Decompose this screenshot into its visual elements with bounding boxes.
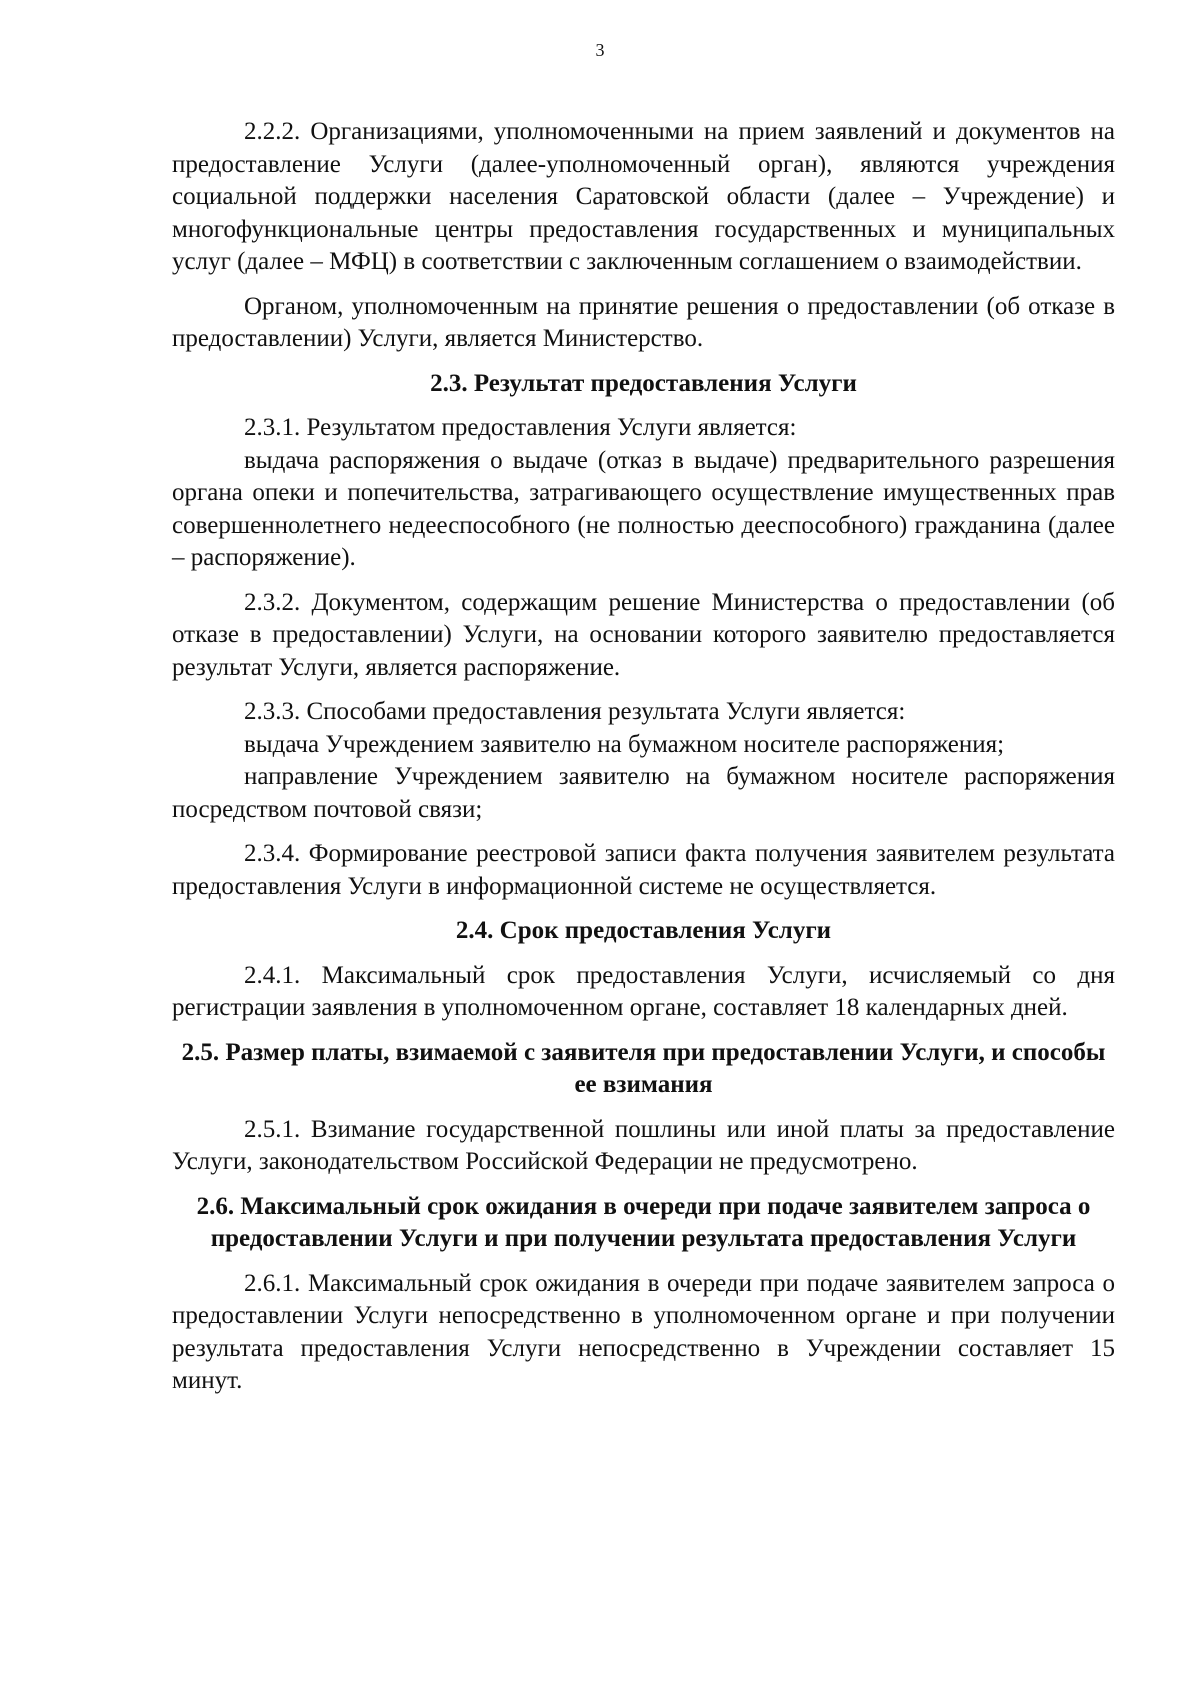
paragraph-2-3-3: 2.3.3. Способами предоставления результата Услуги является:: [244, 698, 906, 725]
document-body: [172, 116, 1115, 1398]
paragraph-2-2-2-authority: Органом, уполномоченным на принятие решения о предоставлении (об отказе в предоставлении) Услуги, является Министерство.: [172, 292, 1115, 352]
paragraph-2-3-2: 2.3.2. Документом, содержащим решение Министерства о предоставлении (об отказе в предоставлении) Услуги, на основании которого заявителю предоставляется результат Услуги, является распоряжение.: [172, 588, 1115, 681]
paragraph-2-3-1: 2.3.1. Результатом предоставления Услуги является:: [244, 414, 797, 441]
paragraph-2-3-4: 2.3.4. Формирование реестровой записи факта получения заявителем результата предоставления Услуги в информационной системе не осуществляется.: [172, 840, 1115, 900]
paragraph-2-3-3-method-2: направление Учреждением заявителю на бумажном носителе распоряжения посредством почтовой связи;: [172, 763, 1115, 823]
paragraph-2-3-1-result: выдача распоряжения о выдаче (отказ в выдаче) предварительного разрешения органа опеки и попечительства, затрагивающего осуществление имущественных прав совершеннолетнего недееспособного (не полностью дееспособного) гражданина (далее – распоряжение).: [172, 446, 1115, 571]
paragraph-2-6-1: 2.6.1. Максимальный срок ожидания в очереди при подаче заявителем запроса о предоставлении Услуги непосредственно в уполномоченном органе и при получении результата предоставления Услуги непосредственно в Учреждении составляет 15 минут.: [172, 1269, 1115, 1394]
section-heading-2-4: 2.4. Срок предоставления Услуги: [455, 917, 832, 944]
section-heading-2-3: 2.3. Результат предоставления Услуги: [430, 369, 857, 397]
page-number: 3: [595, 40, 605, 60]
section-heading-2-5: 2.5. Размер платы, взимаемой с заявителя при предоставлении Услуги, и способы ее взимания: [181, 1038, 1106, 1098]
paragraph-2-4-1: 2.4.1. Максимальный срок предоставления Услуги, исчисляемый со дня регистрации заявления в уполномоченном органе, составляет 18 календарных дней.: [172, 961, 1115, 1021]
paragraph-2-5-1: 2.5.1. Взимание государственной пошлины или иной платы за предоставление Услуги, законодательством Российской Федерации не предусмотрено.: [172, 1115, 1115, 1175]
section-heading-2-6: 2.6. Максимальный срок ожидания в очереди при подаче заявителем запроса о предоставлении Услуги и при получении результата предоставления Услуги: [196, 1192, 1091, 1252]
paragraph-2-3-3-method-1: выдача Учреждением заявителю на бумажном носителе распоряжения;: [244, 730, 1005, 758]
paragraph-2-2-2: 2.2.2. Организациями, уполномоченными на прием заявлений и документов на предоставление Услуги (далее-уполномоченный орган), являются учреждения социальной поддержки населения Саратовской области (далее – Учреждение) и многофункциональные центры предоставления государственных и муниципальных услуг (далее – МФЦ) в соответствии с заключенным соглашением о взаимодействии.: [172, 118, 1115, 275]
